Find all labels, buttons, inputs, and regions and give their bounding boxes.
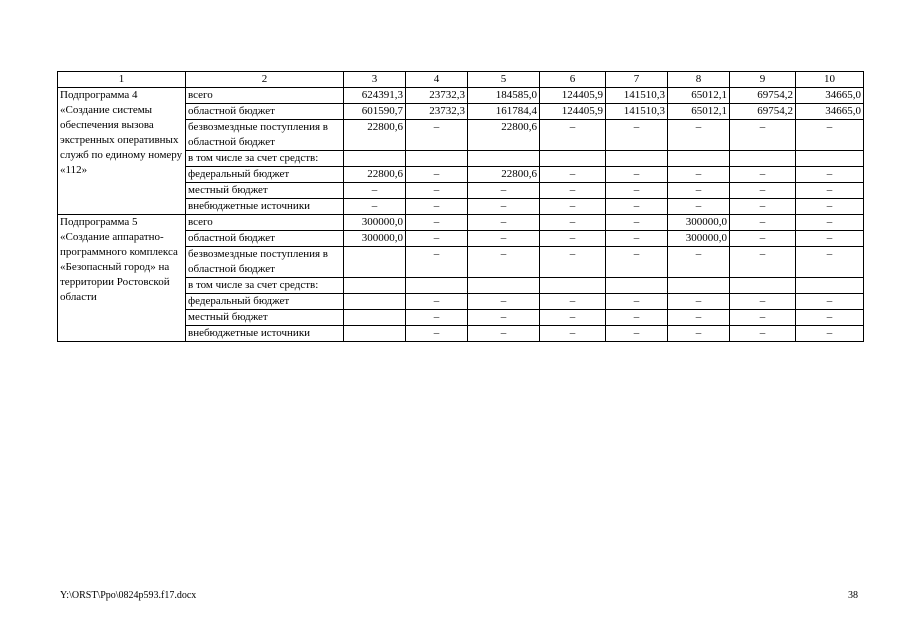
value-cell: – xyxy=(606,326,668,342)
value-cell: – xyxy=(540,199,606,215)
value-cell: 141510,3 xyxy=(606,104,668,120)
value-cell: – xyxy=(730,167,796,183)
value-cell: – xyxy=(606,294,668,310)
value-cell: – xyxy=(406,120,468,151)
value-cell: – xyxy=(796,183,864,199)
value-cell: – xyxy=(468,215,540,231)
value-cell: – xyxy=(406,294,468,310)
value-cell: 22800,6 xyxy=(468,167,540,183)
value-cell: 23732,3 xyxy=(406,104,468,120)
row-label: в том числе за счет средств: xyxy=(186,151,344,167)
value-cell: – xyxy=(606,199,668,215)
value-cell xyxy=(344,326,406,342)
value-cell: – xyxy=(606,231,668,247)
value-cell: 23732,3 xyxy=(406,88,468,104)
row-label: внебюджетные источники xyxy=(186,326,344,342)
value-cell: – xyxy=(796,326,864,342)
page-number: 38 xyxy=(848,590,858,601)
value-cell: – xyxy=(730,231,796,247)
value-cell: 34665,0 xyxy=(796,88,864,104)
value-cell: 69754,2 xyxy=(730,104,796,120)
row-label: всего xyxy=(186,88,344,104)
value-cell: – xyxy=(468,199,540,215)
value-cell xyxy=(606,278,668,294)
header-cell: 2 xyxy=(186,72,344,88)
value-cell: 141510,3 xyxy=(606,88,668,104)
value-cell xyxy=(344,278,406,294)
row-label: безвозмездные поступления в областной бюджет xyxy=(186,120,344,151)
value-cell: – xyxy=(344,183,406,199)
value-cell: – xyxy=(406,215,468,231)
value-cell: 22800,6 xyxy=(344,120,406,151)
value-cell: 124405,9 xyxy=(540,88,606,104)
row-label: федеральный бюджет xyxy=(186,294,344,310)
value-cell xyxy=(730,151,796,167)
value-cell: – xyxy=(668,294,730,310)
value-cell: – xyxy=(796,120,864,151)
value-cell: – xyxy=(668,310,730,326)
value-cell: – xyxy=(668,326,730,342)
table-row xyxy=(58,88,864,104)
value-cell: – xyxy=(606,120,668,151)
value-cell: – xyxy=(668,120,730,151)
value-cell: – xyxy=(540,294,606,310)
value-cell xyxy=(540,278,606,294)
value-cell: – xyxy=(796,247,864,278)
value-cell: – xyxy=(406,183,468,199)
budget-table xyxy=(57,71,864,342)
value-cell: – xyxy=(796,294,864,310)
value-cell xyxy=(468,151,540,167)
value-cell xyxy=(606,151,668,167)
row-label: областной бюджет xyxy=(186,231,344,247)
header-cell: 1 xyxy=(58,72,186,88)
value-cell: – xyxy=(468,247,540,278)
value-cell: – xyxy=(540,120,606,151)
value-cell: 22800,6 xyxy=(344,167,406,183)
value-cell: – xyxy=(468,183,540,199)
value-cell: – xyxy=(468,231,540,247)
value-cell: – xyxy=(468,326,540,342)
header-cell: 8 xyxy=(668,72,730,88)
header-cell: 3 xyxy=(344,72,406,88)
row-label: безвозмездные поступления в областной бюджет xyxy=(186,247,344,278)
value-cell: – xyxy=(540,326,606,342)
header-cell: 6 xyxy=(540,72,606,88)
value-cell xyxy=(344,294,406,310)
subprogram-title: Подпрограмма 4 «Создание системы обеспечения вызова экстренных оперативных служб по единому номеру «112» xyxy=(58,88,186,215)
header-cell: 5 xyxy=(468,72,540,88)
table-row xyxy=(58,215,864,231)
value-cell: – xyxy=(730,120,796,151)
value-cell: – xyxy=(468,294,540,310)
value-cell: – xyxy=(730,183,796,199)
row-label: местный бюджет xyxy=(186,310,344,326)
value-cell: – xyxy=(730,215,796,231)
row-label: местный бюджет xyxy=(186,183,344,199)
header-cell: 9 xyxy=(730,72,796,88)
value-cell: 124405,9 xyxy=(540,104,606,120)
value-cell: – xyxy=(406,167,468,183)
value-cell: 34665,0 xyxy=(796,104,864,120)
value-cell: – xyxy=(540,167,606,183)
value-cell: – xyxy=(406,247,468,278)
value-cell: – xyxy=(796,215,864,231)
value-cell: – xyxy=(540,247,606,278)
header-row xyxy=(58,72,864,88)
value-cell xyxy=(468,278,540,294)
value-cell: – xyxy=(796,310,864,326)
value-cell: – xyxy=(606,167,668,183)
value-cell: 300000,0 xyxy=(344,215,406,231)
value-cell: – xyxy=(406,231,468,247)
value-cell: 300000,0 xyxy=(668,231,730,247)
header-cell: 7 xyxy=(606,72,668,88)
row-label: внебюджетные источники xyxy=(186,199,344,215)
value-cell: 184585,0 xyxy=(468,88,540,104)
value-cell: – xyxy=(606,247,668,278)
value-cell: 161784,4 xyxy=(468,104,540,120)
footer-file-path: Y:\ORST\Ppo\0824p593.f17.docx xyxy=(60,590,197,601)
value-cell: 300000,0 xyxy=(668,215,730,231)
value-cell xyxy=(796,151,864,167)
header-cell: 4 xyxy=(406,72,468,88)
value-cell: – xyxy=(540,310,606,326)
value-cell xyxy=(540,151,606,167)
value-cell: – xyxy=(796,231,864,247)
header-cell: 10 xyxy=(796,72,864,88)
value-cell: – xyxy=(606,183,668,199)
value-cell: 69754,2 xyxy=(730,88,796,104)
value-cell: – xyxy=(730,326,796,342)
value-cell: – xyxy=(796,199,864,215)
value-cell: 624391,3 xyxy=(344,88,406,104)
row-label: федеральный бюджет xyxy=(186,167,344,183)
value-cell: – xyxy=(606,310,668,326)
value-cell: – xyxy=(468,310,540,326)
value-cell: – xyxy=(730,247,796,278)
value-cell: – xyxy=(344,199,406,215)
value-cell: – xyxy=(796,167,864,183)
value-cell: – xyxy=(540,215,606,231)
value-cell: 65012,1 xyxy=(668,88,730,104)
value-cell: – xyxy=(606,215,668,231)
value-cell xyxy=(730,278,796,294)
value-cell: – xyxy=(406,199,468,215)
value-cell: – xyxy=(730,199,796,215)
value-cell xyxy=(344,247,406,278)
value-cell: – xyxy=(406,310,468,326)
value-cell: – xyxy=(668,167,730,183)
value-cell: – xyxy=(540,183,606,199)
value-cell xyxy=(344,310,406,326)
value-cell xyxy=(406,151,468,167)
table-body xyxy=(58,72,864,342)
row-label: всего xyxy=(186,215,344,231)
value-cell xyxy=(344,151,406,167)
value-cell: 300000,0 xyxy=(344,231,406,247)
value-cell: – xyxy=(668,183,730,199)
value-cell: 65012,1 xyxy=(668,104,730,120)
value-cell xyxy=(796,278,864,294)
subprogram-title: Подпрограмма 5 «Создание аппаратно-программного комплекса «Безопасный город» на территории Ростовской области xyxy=(58,215,186,342)
row-label: областной бюджет xyxy=(186,104,344,120)
value-cell: – xyxy=(730,310,796,326)
value-cell: – xyxy=(668,199,730,215)
value-cell xyxy=(668,151,730,167)
value-cell: – xyxy=(406,326,468,342)
value-cell xyxy=(668,278,730,294)
value-cell xyxy=(406,278,468,294)
value-cell: – xyxy=(540,231,606,247)
row-label: в том числе за счет средств: xyxy=(186,278,344,294)
value-cell: – xyxy=(668,247,730,278)
value-cell: – xyxy=(730,294,796,310)
value-cell: 22800,6 xyxy=(468,120,540,151)
value-cell: 601590,7 xyxy=(344,104,406,120)
